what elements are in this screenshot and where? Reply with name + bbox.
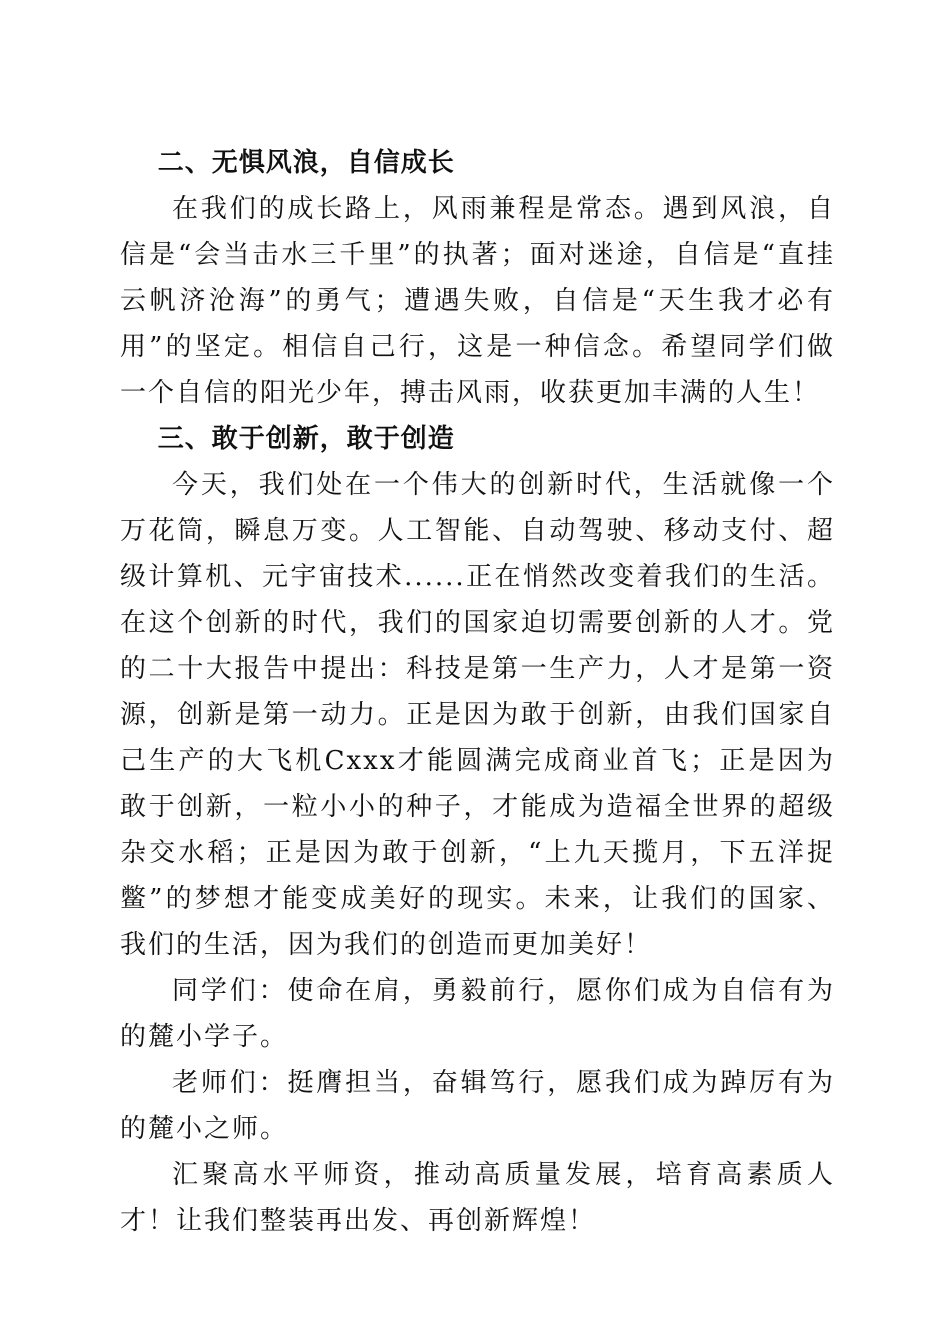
section-2-heading: 二、无惧风浪，自信成长	[157, 148, 455, 178]
section-2-paragraph: 在我们的成长路上，风雨兼程是常态。遇到风浪，自信是“会当击水三千里”的执著；面对迷途，自信是“直挂云帆济沧海”的勇气；遭遇失败，自信是“天生我才必有用”的坚定。相信自己行，这是一种信念。希望同学们做一个自信的阳光少年，搏击风雨，收获更加丰满的人生！	[120, 194, 835, 408]
section-3-heading: 三、敢于创新，敢于创造	[157, 424, 455, 454]
closing-teachers-paragraph: 老师们：挺膺担当，奋辑笃行，愿我们成为踔厉有为的麓小之师。	[120, 1068, 835, 1144]
document-body	[120, 140, 835, 1244]
closing-final-paragraph: 汇聚高水平师资，推动高质量发展，培育高素质人才！让我们整装再出发、再创新辉煌！	[120, 1160, 835, 1236]
closing-students-paragraph: 同学们：使命在肩，勇毅前行，愿你们成为自信有为的麓小学子。	[120, 976, 835, 1052]
section-3-paragraph: 今天，我们处在一个伟大的创新时代，生活就像一个万花筒，瞬息万变。人工智能、自动驾驶、移动支付、超级计算机、元宇宙技术......正在悄然改变着我们的生活。在这个创新的时代，我们的国家迫切需要创新的人才。党的二十大报告中提出：科技是第一生产力，人才是第一资源，创新是第一动力。正是因为敢于创新，由我们国家自己生产的大飞机Cxxx才能圆满完成商业首飞；正是因为敢于创新，一粒小小的种子，才能成为造福全世界的超级杂交水稻；正是因为敢于创新，“上九天揽月，下五洋捉鳖”的梦想才能变成美好的现实。未来，让我们的国家、我们的生活，因为我们的创造而更加美好！	[120, 470, 835, 960]
